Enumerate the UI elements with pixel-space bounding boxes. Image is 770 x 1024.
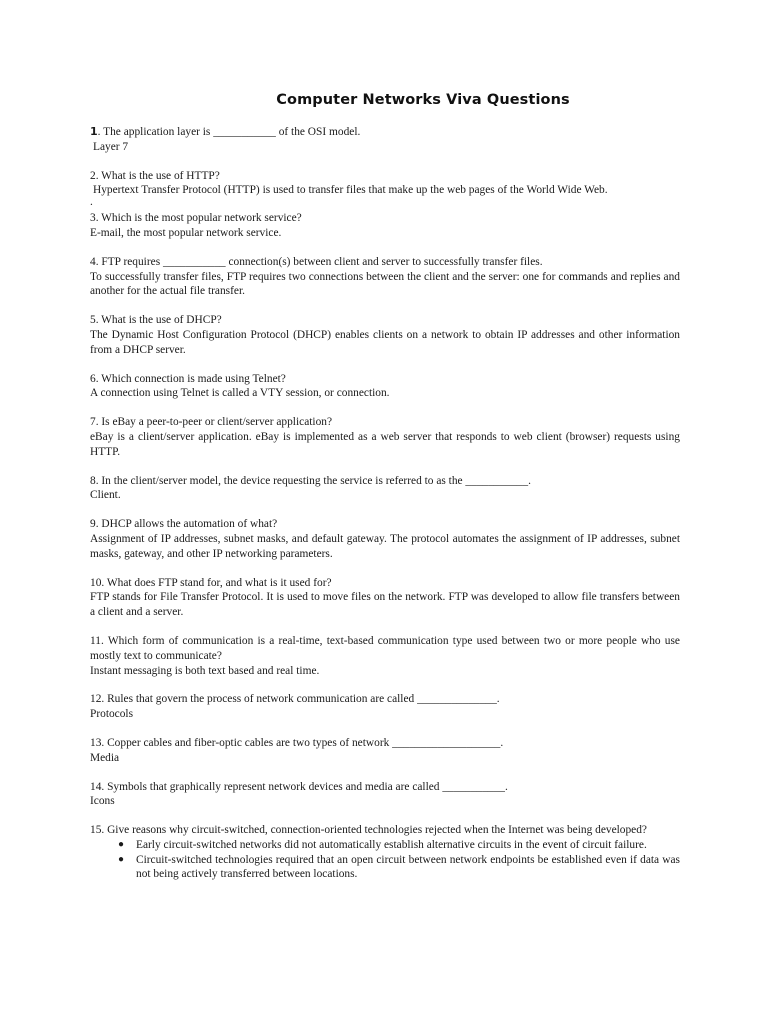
question-item-10 (90, 576, 680, 620)
question-text: 3. Which is the most popular network service? (90, 212, 302, 225)
bullet-item (118, 853, 680, 883)
question-item-12 (90, 692, 680, 722)
question-text: 7. Is eBay a peer-to-peer or client/server application? (90, 416, 333, 429)
question-item-13 (90, 736, 680, 766)
question-text: 15. Give reasons why circuit-switched, connection-oriented technologies rejected when the Internet was being developed? (90, 824, 647, 837)
answer-text: Icons (90, 795, 115, 808)
question-item-2 (90, 169, 680, 209)
bullet-text: Circuit-switched technologies required that an open circuit between network endpoints be established even if data was not being actively transferred between locations. (136, 853, 680, 881)
question-item-15 (90, 823, 680, 882)
answer-text: To successfully transfer files, FTP requires two connections between the client and the server: one for commands and replies and another for the actual file transfer. (90, 270, 680, 298)
question-item-8 (90, 474, 680, 504)
bullet-item (118, 838, 680, 853)
question-item-3 (90, 211, 680, 241)
trailing-mark: . (90, 196, 93, 209)
question-text: 8. In the client/server model, the device requesting the service is referred to as the ___________. (90, 474, 531, 487)
question-text: 14. Symbols that graphically represent network devices and media are called ___________. (90, 780, 508, 793)
answer-text: Client. (90, 489, 121, 502)
answer-text: Hypertext Transfer Protocol (HTTP) is used to transfer files that make up the web pages of the World Wide Web. (93, 184, 608, 197)
question-item-9 (90, 517, 680, 561)
answer-text: Media (90, 751, 120, 764)
question-item-14 (90, 780, 680, 810)
question-text: 2. What is the use of HTTP? (90, 169, 220, 182)
bullet-icon: ● (118, 853, 125, 865)
question-item-11 (90, 634, 680, 678)
question-item-1 (90, 125, 680, 155)
answer-text: Instant messaging is both text based and real time. (90, 664, 320, 677)
question-item-6 (90, 372, 680, 402)
answer-text: eBay is a client/server application. eBay is implemented as a web server that responds to web client (browser) requests using HTTP. (90, 430, 680, 458)
question-list (90, 125, 680, 882)
answer-bullet-list (90, 838, 680, 882)
question-text: 11. Which form of communication is a real-time, text-based communication type used between two or more people who use mostly text to communicate? (90, 634, 680, 662)
question-text: 6. Which connection is made using Telnet? (90, 372, 286, 385)
question-text: 10. What does FTP stand for, and what is it used for? (90, 576, 332, 589)
answer-text: E-mail, the most popular network service. (90, 226, 282, 239)
question-item-5 (90, 313, 680, 357)
page-title: Computer Networks Viva Questions (276, 92, 570, 108)
question-text: 1. The application layer is ___________ of the OSI model. (90, 125, 361, 138)
question-item-4 (90, 255, 680, 299)
question-text: 13. Copper cables and fiber-optic cables are two types of network ___________________. (90, 736, 504, 749)
bullet-icon: ● (118, 838, 125, 850)
question-text: 9. DHCP allows the automation of what? (90, 518, 278, 531)
answer-text: The Dynamic Host Configuration Protocol (DHCP) enables clients on a network to obtain IP addresses and other information from a DHCP server. (90, 328, 680, 356)
answer-text: FTP stands for File Transfer Protocol. It is used to move files on the network. FTP was developed to allow file transfers between a client and a server. (90, 591, 680, 619)
question-item-7 (90, 415, 680, 459)
answer-text: A connection using Telnet is called a VTY session, or connection. (90, 387, 390, 400)
bullet-text: Early circuit-switched networks did not automatically establish alternative circuits in the event of circuit failure. (136, 838, 647, 851)
question-text: 4. FTP requires ___________ connection(s) between client and server to successfully transfer files. (90, 255, 543, 268)
answer-text: Protocols (90, 708, 134, 721)
question-text: 5. What is the use of DHCP? (90, 314, 222, 327)
answer-text: Assignment of IP addresses, subnet masks, and default gateway. The protocol automates the assignment of IP addresses, subnet masks, gateway, and other IP networking parameters. (90, 532, 680, 560)
question-number: 1 (90, 125, 98, 138)
answer-text: Layer 7 (93, 140, 129, 153)
question-text: 12. Rules that govern the process of network communication are called ______________. (90, 693, 500, 706)
